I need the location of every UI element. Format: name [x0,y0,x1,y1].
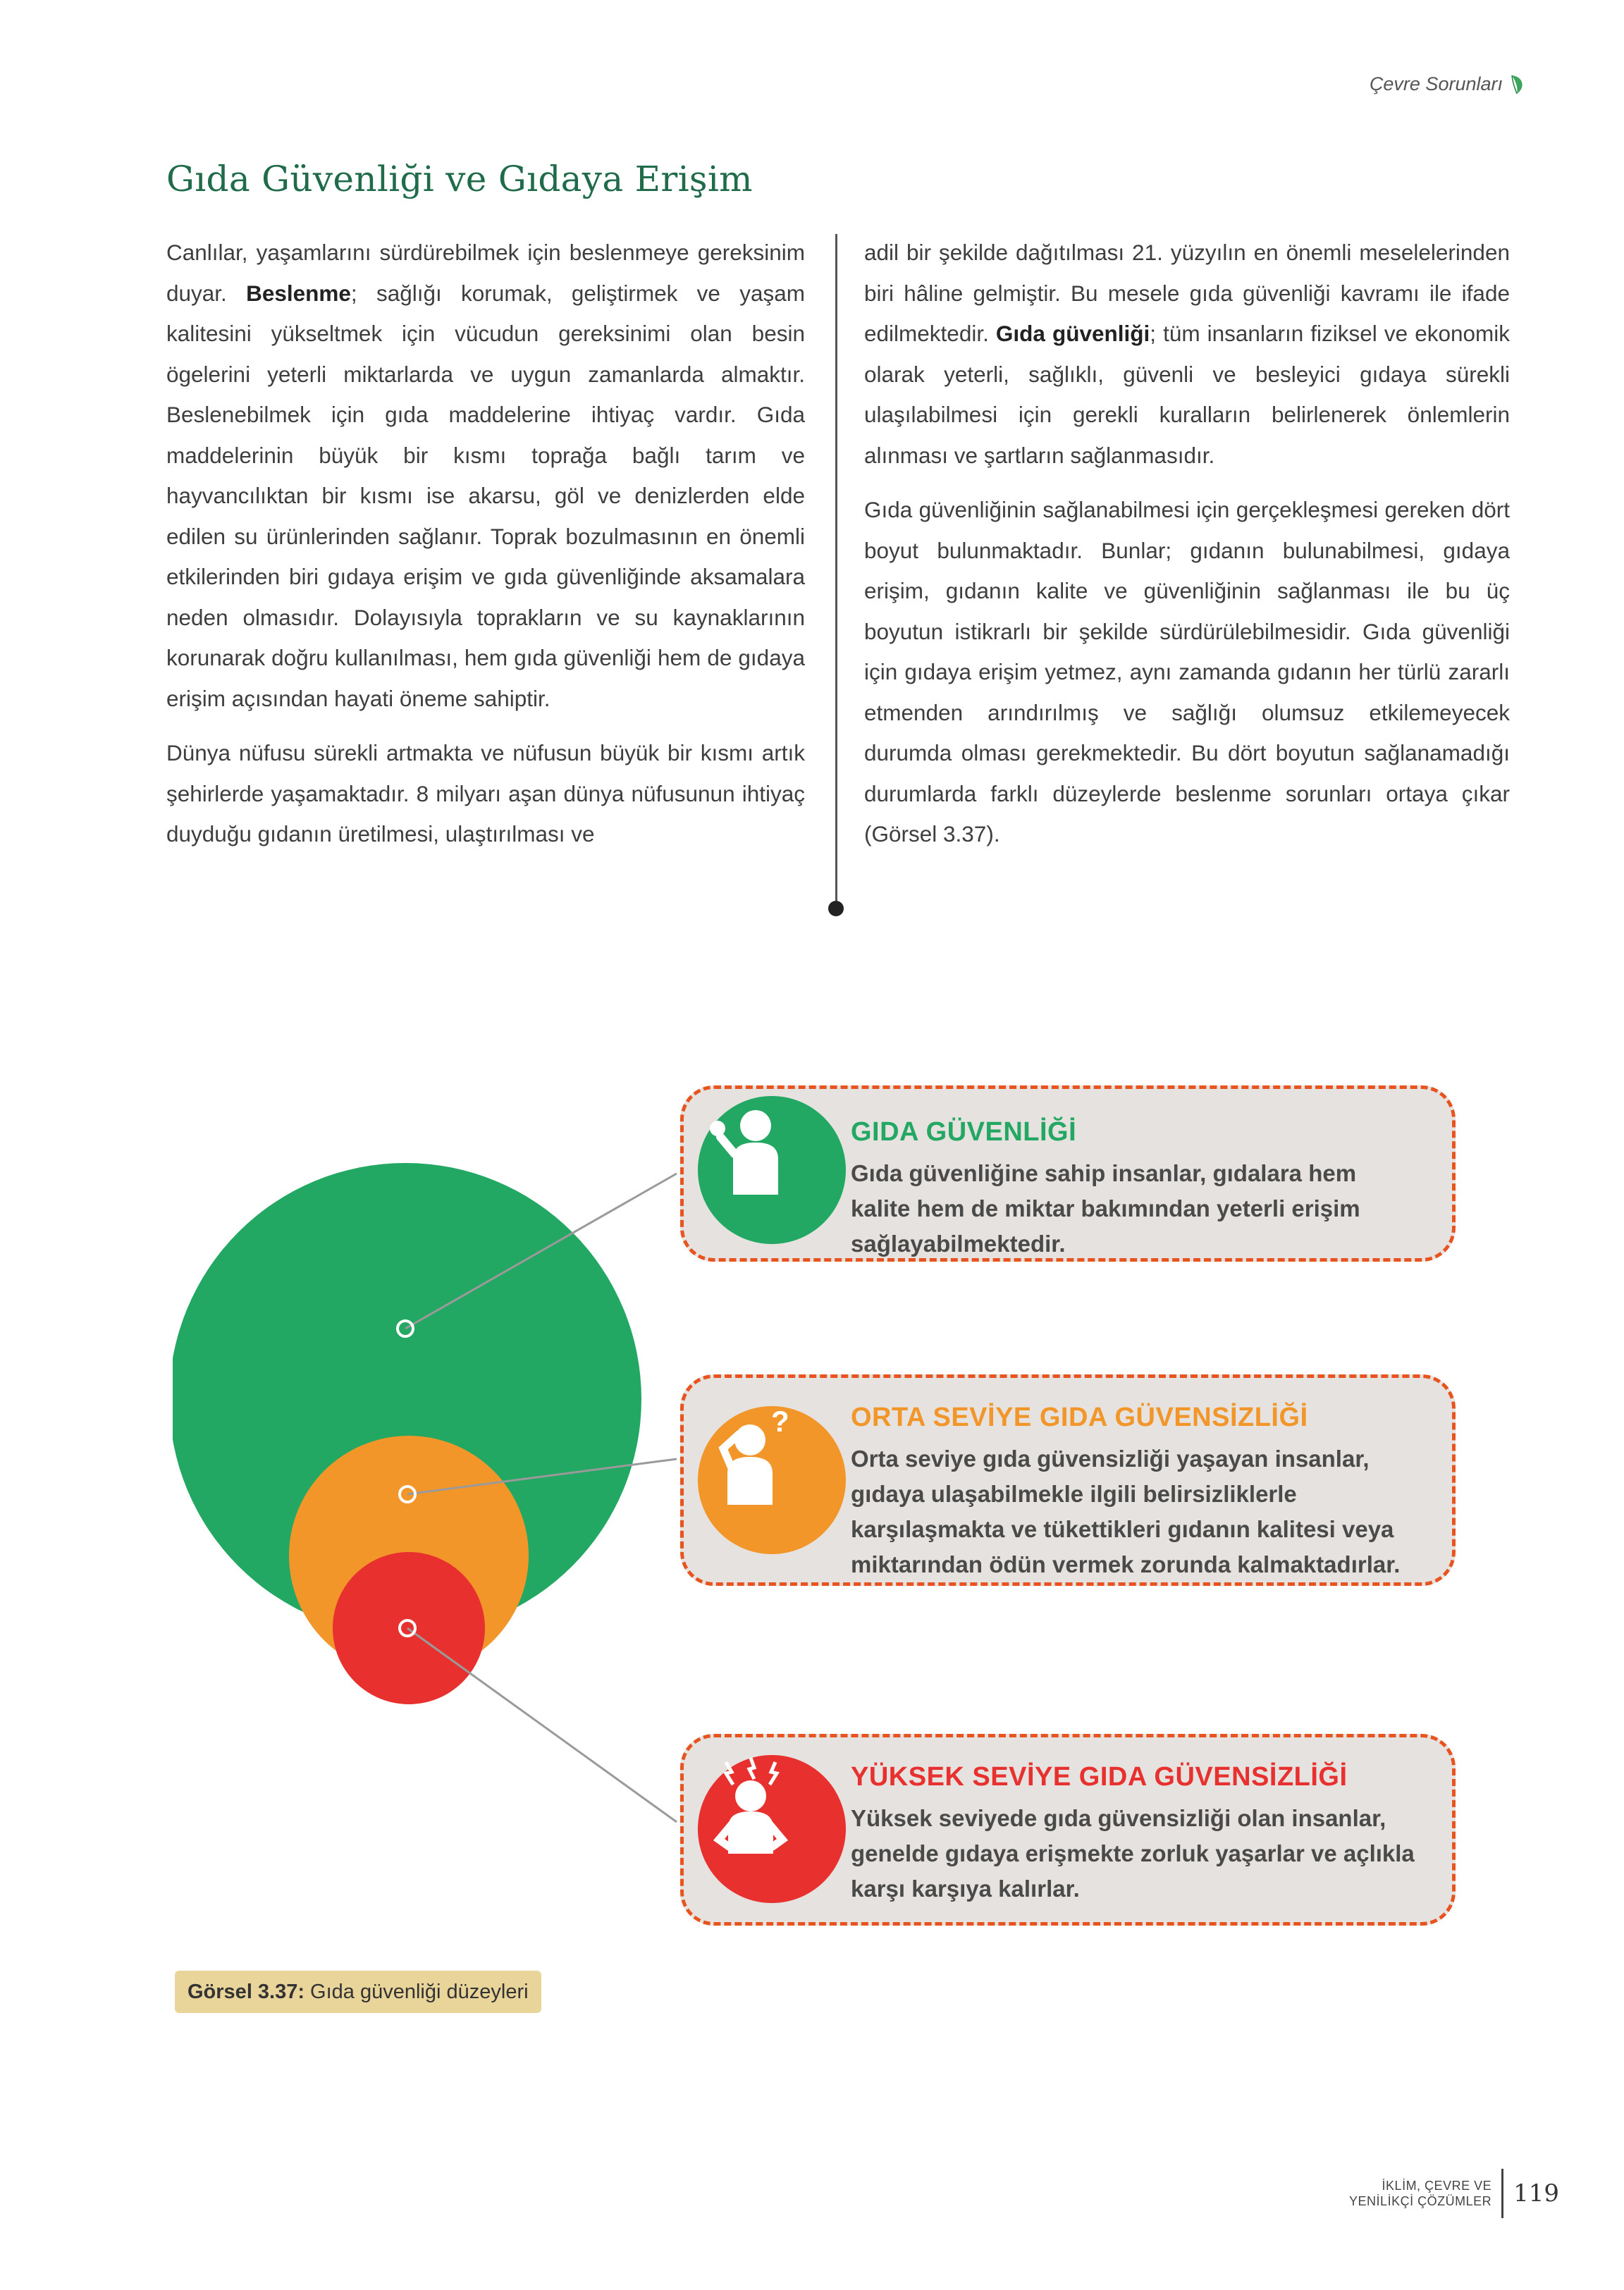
column-divider [835,234,837,905]
food-security-figure [173,1022,1484,1966]
level-description: Yüksek seviyede gıda güvensizliği olan insanlar, genelde gıdaya erişmekte zorluk yaşarlar ve açlıkla karşı karşıya kalırlar. [851,1805,1415,1902]
paragraph: Dünya nüfusu sürekli artmakta ve nüfusun büyük bir kısmı artık şehirlerde yaşamaktadır. 8 milyarı aşan dünya nüfusunun ihtiyaç duyduğu gıdanın üretilmesi, ulaştırılması ve [166,740,805,847]
stressed-person-icon [698,1755,846,1903]
page-number: 119 [1513,2179,1559,2208]
left-column [166,233,805,869]
figure-caption [175,1971,541,2013]
svg-text:?: ? [771,1406,789,1438]
leaf-icon [1510,74,1525,95]
footer-divider [1501,2169,1503,2218]
page-footer [1349,2169,1559,2218]
page-title: Gıda Güvenliği ve Gıdaya Erişim [166,159,753,199]
paragraph: adil bir şekilde dağıtılması 21. yüzyılın en önemli meselelerinden biri hâline gelmiştir. Bu mesele gıda güvenliği kavramı ile ifade edilmektedir. Gıda güvenliği; tüm insanların fiziksel ve ekonomik olarak yeterli, sağlıklı, güvenli ve besleyici gıdaya sürekli ulaşılabilmesi için gerekli kuralların belirlenerek önlemlerin alınması ve şartların sağlanmasıdır. [864,240,1511,468]
confused-person-icon [698,1406,846,1554]
level-description: Orta seviye gıda güvensizliği yaşayan insanlar, gıdaya ulaşabilmekle ilgili belirsizliklerle karşılaşmakta ve tükettikleri gıdanın kalitesi veya miktarından ödün vermek zorunda kalmaktadırlar. [851,1446,1401,1577]
connector-line [407,1628,677,1822]
caption-text: Gıda güvenliği düzeyleri [310,1980,529,2003]
level-title: GIDA GÜVENLİĞİ [851,1117,1077,1147]
divider-dot [828,901,844,916]
level-card-moderate-insecurity [680,1374,1456,1586]
level-card-food-security [680,1085,1456,1262]
running-header [1370,73,1525,95]
term-beslenme: Beslenme [246,280,351,306]
person-holding-apple-icon [698,1096,846,1244]
term-gida-guvenligi: Gıda güvenliği [995,321,1150,346]
book-title: İKLİM, ÇEVRE VE YENİLİKÇİ ÇÖZÜMLER [1349,2179,1492,2208]
level-card-severe-insecurity [680,1734,1456,1926]
level-description: Gıda güvenliğine sahip insanlar, gıdalara hem kalite hem de miktar bakımından yeterli erişim sağlayabilmektedir. [851,1160,1360,1257]
paragraph: Gıda güvenliğinin sağlanabilmesi için gerçekleşmesi gereken dört boyut bulunmaktadır. Bunlar; gıdanın bulunabilmesi, gıdaya erişim, gıdanın kalite ve güvenliğinin sağlanması ile bu üç boyutun istikrarlı bir şekilde sürdürülebilmesidir. Gıda güvenliği için gıdaya erişim yetmez, aynı zamanda gıdanın her türlü zararlı etmenden arındırılmış ve sağlığı olumsuz etkilemeyecek durumda olması gerekmektedir. Bu dört boyutun sağlanamadığı durumlarda farklı düzeylerde beslenme sorunları ortaya çıkar (Görsel 3.37). [864,497,1510,847]
right-column [864,233,1510,869]
paragraph: Canlılar, yaşamlarını sürdürebilmek için beslenmeye gereksinim duyar. Beslenme; sağlığı korumak, geliştirmek ve yaşam kalitesini yükseltmek için vücudun gereksinimi olan besin ögelerini yeterli miktarlarda ve uygun zamanlarda almaktır. Beslenebilmek için gıda maddelerine ihtiyaç vardır. Gıda maddelerinin büyük bir kısmı toprağa bağlı tarım ve hayvancılıktan bir kısmı ise akarsu, göl ve denizlerden elde edilen su ürünlerinden sağlanır. Toprak bozulmasının en önemli etkilerinden biri gıdaya erişim ve gıda güvenliğinde aksamalara neden olmasıdır. Dolayısıyla toprakların ve su kaynaklarının korunarak doğru kullanılması, hem gıda güvenliği hem de gıdaya erişim açısından hayati öneme sahiptir. [166,240,805,711]
section-name: Çevre Sorunları [1369,73,1503,94]
level-title: YÜKSEK SEVİYE GIDA GÜVENSİZLİĞİ [851,1762,1348,1792]
caption-label: Görsel 3.37: [187,1980,305,2003]
level-title: ORTA SEVİYE GIDA GÜVENSİZLİĞİ [851,1403,1308,1432]
